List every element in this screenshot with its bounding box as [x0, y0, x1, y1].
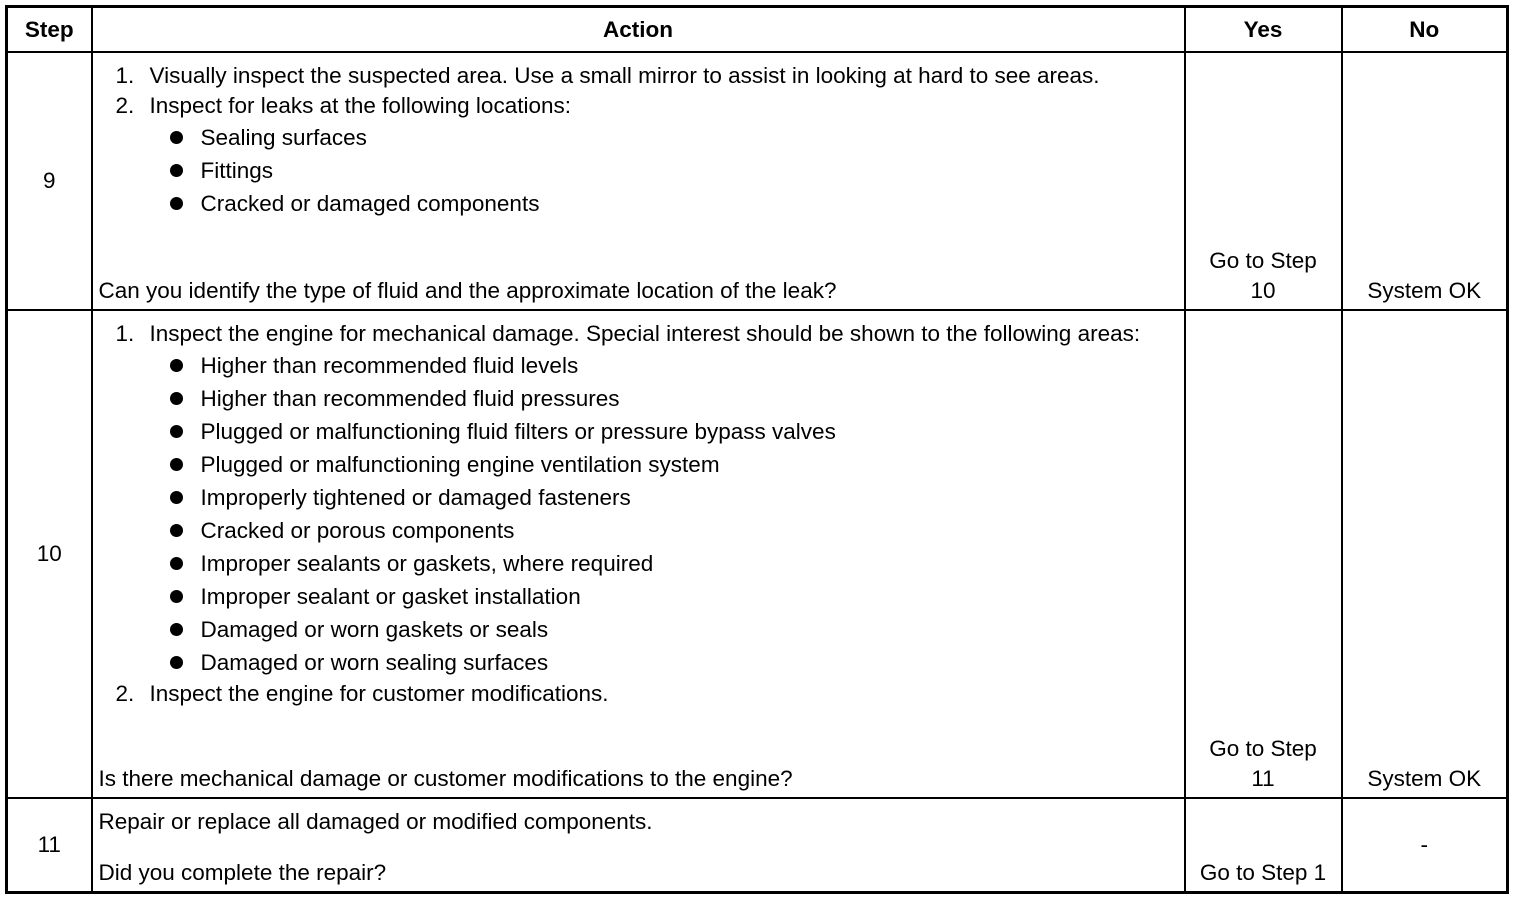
- bullet-item: Cracked or damaged components: [101, 187, 1172, 220]
- header-step: Step: [7, 7, 92, 53]
- bullet-item: Higher than recommended fluid levels: [101, 349, 1172, 382]
- bullet-icon: [170, 131, 183, 144]
- question-text: Is there mechanical damage or customer modifications to the engine?: [98, 766, 793, 791]
- action-item: [99, 91, 1172, 220]
- step-number: 10: [7, 310, 92, 798]
- header-yes: Yes: [1185, 7, 1342, 53]
- action-text: Repair or replace all damaged or modified components.: [98, 809, 653, 834]
- table-row-step-10: [7, 310, 1508, 798]
- action-cell: [92, 798, 1185, 892]
- bullet-icon: [170, 656, 183, 669]
- yes-line1: Go to Step: [1209, 736, 1317, 761]
- bullet-icon: [170, 590, 183, 603]
- action-cell: [92, 310, 1185, 798]
- bullet-icon: [170, 458, 183, 471]
- item-text: Inspect for leaks at the following locations:: [149, 93, 571, 118]
- item-number: 1.: [115, 321, 135, 346]
- step-number: 9: [7, 52, 92, 310]
- question-text: Did you complete the repair?: [98, 859, 387, 885]
- bullet-icon: [170, 623, 183, 636]
- yes-line1: Go to Step: [1209, 248, 1317, 273]
- item-number: 2.: [115, 93, 135, 118]
- bullet-icon: [170, 392, 183, 405]
- no-cell: -: [1342, 798, 1508, 892]
- bullet-icon: [170, 524, 183, 537]
- bullet-item: Sealing surfaces: [101, 121, 1172, 154]
- bullet-icon: [170, 164, 183, 177]
- bullet-item: Damaged or worn gaskets or seals: [101, 613, 1172, 646]
- action-item: [99, 319, 1172, 679]
- no-cell: System OK: [1342, 52, 1508, 310]
- yes-line2: 10: [1250, 278, 1276, 303]
- table-row-step-9: [7, 52, 1508, 310]
- item-number: 1.: [115, 63, 135, 88]
- bullet-icon: [170, 197, 183, 210]
- bullet-item: Improper sealant or gasket installation: [101, 580, 1172, 613]
- table-row-step-11: [7, 798, 1508, 892]
- no-cell: System OK: [1342, 310, 1508, 798]
- yes-cell: [1185, 310, 1342, 798]
- yes-cell: [1185, 52, 1342, 310]
- diagnostic-table: [5, 5, 1509, 894]
- bullet-item: Cracked or porous components: [101, 514, 1172, 547]
- bullet-icon: [170, 425, 183, 438]
- bullet-item: Fittings: [101, 154, 1172, 187]
- bullet-icon: [170, 557, 183, 570]
- step-number: 11: [7, 798, 92, 892]
- bullet-icon: [170, 491, 183, 504]
- header-row: [7, 7, 1508, 53]
- header-no: No: [1342, 7, 1508, 53]
- action-cell: [92, 52, 1185, 310]
- yes-line2: 11: [1251, 766, 1275, 791]
- bullet-item: Improperly tightened or damaged fasteners: [101, 481, 1172, 514]
- bullet-item: Plugged or malfunctioning engine ventilation system: [101, 448, 1172, 481]
- yes-cell: Go to Step 1: [1185, 798, 1342, 892]
- item-text: Inspect the engine for customer modifications.: [149, 681, 609, 706]
- bullet-item: Higher than recommended fluid pressures: [101, 382, 1172, 415]
- action-item: [99, 61, 1172, 91]
- item-text: Inspect the engine for mechanical damage. Special interest should be shown to the following areas:: [149, 321, 1141, 346]
- item-text: Visually inspect the suspected area. Use a small mirror to assist in looking at hard to see areas.: [149, 63, 1100, 88]
- action-item: [99, 679, 1172, 709]
- bullet-icon: [170, 359, 183, 372]
- bullet-item: Plugged or malfunctioning fluid filters or pressure bypass valves: [101, 415, 1172, 448]
- item-number: 2.: [115, 681, 135, 706]
- question-text: Can you identify the type of fluid and the approximate location of the leak?: [98, 278, 837, 303]
- bullet-item: Damaged or worn sealing surfaces: [101, 646, 1172, 679]
- header-action: Action: [92, 7, 1185, 53]
- bullet-item: Improper sealants or gaskets, where required: [101, 547, 1172, 580]
